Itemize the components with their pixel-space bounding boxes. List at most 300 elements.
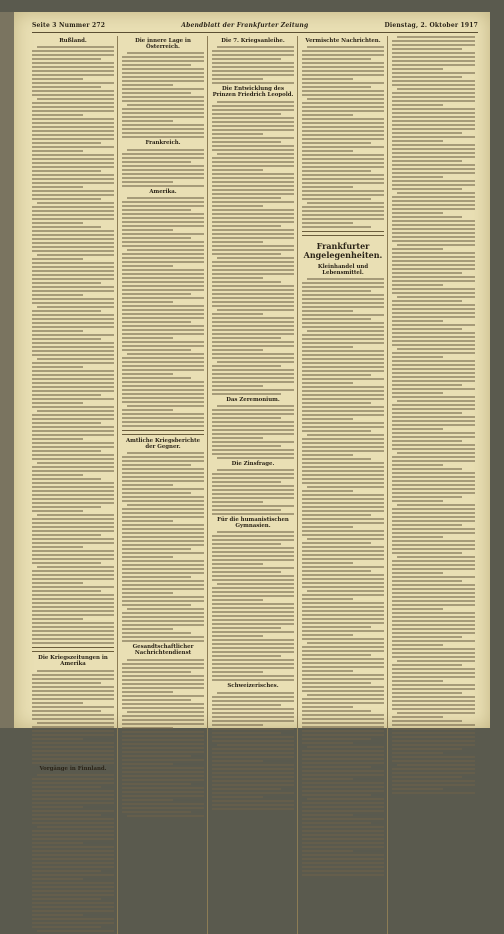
text-line bbox=[392, 68, 443, 70]
headline: Kleinhandel und Lebensmittel. bbox=[317, 263, 369, 276]
text-line bbox=[212, 493, 294, 495]
headline: Schweizerisches. bbox=[227, 683, 279, 690]
text-line bbox=[392, 500, 443, 502]
text-line bbox=[212, 441, 294, 443]
text-line bbox=[302, 422, 384, 424]
text-line bbox=[212, 329, 294, 331]
text-line bbox=[37, 514, 114, 516]
text-line bbox=[392, 128, 475, 130]
text-line bbox=[392, 672, 475, 674]
text-line bbox=[302, 502, 384, 504]
text-line bbox=[212, 477, 294, 479]
article-body bbox=[122, 659, 204, 817]
text-line bbox=[127, 197, 204, 199]
text-line bbox=[212, 539, 294, 541]
text-line bbox=[32, 466, 114, 468]
text-line bbox=[302, 190, 384, 192]
text-line bbox=[122, 357, 204, 359]
text-line bbox=[122, 540, 204, 542]
text-line bbox=[302, 598, 353, 600]
text-line bbox=[392, 260, 475, 262]
text-line bbox=[122, 305, 204, 307]
text-line bbox=[212, 137, 294, 139]
text-line bbox=[32, 82, 114, 84]
text-line bbox=[392, 252, 475, 254]
text-line bbox=[32, 350, 114, 352]
text-line bbox=[122, 516, 204, 518]
text-line bbox=[302, 90, 384, 92]
text-line bbox=[122, 723, 204, 725]
text-line bbox=[217, 309, 294, 311]
headline: Rußland. bbox=[59, 38, 87, 44]
text-line bbox=[32, 226, 101, 228]
text-line bbox=[32, 626, 114, 628]
text-line bbox=[302, 334, 384, 336]
text-line bbox=[122, 257, 204, 259]
text-line bbox=[122, 604, 191, 606]
text-line bbox=[122, 795, 204, 797]
text-line bbox=[302, 386, 384, 388]
text-line bbox=[392, 340, 475, 342]
text-line bbox=[32, 290, 114, 292]
text-line bbox=[32, 922, 114, 924]
text-line bbox=[392, 104, 443, 106]
text-line bbox=[32, 94, 114, 96]
text-line bbox=[392, 140, 443, 142]
text-line bbox=[392, 636, 462, 638]
text-line bbox=[397, 712, 475, 714]
text-line bbox=[212, 551, 294, 553]
text-line bbox=[122, 767, 204, 769]
text-line bbox=[307, 746, 384, 748]
text-line bbox=[392, 328, 462, 330]
text-line bbox=[302, 338, 384, 340]
text-line bbox=[212, 241, 263, 243]
text-line bbox=[32, 814, 101, 816]
text-line bbox=[212, 173, 294, 175]
text-line bbox=[212, 325, 294, 327]
text-line bbox=[32, 862, 114, 864]
text-line bbox=[32, 270, 114, 272]
text-line bbox=[302, 318, 371, 320]
text-line bbox=[122, 377, 191, 379]
text-line bbox=[122, 100, 204, 102]
text-line bbox=[32, 442, 114, 444]
text-line bbox=[122, 564, 204, 566]
text-line bbox=[32, 806, 83, 808]
text-line bbox=[302, 866, 384, 868]
text-line bbox=[212, 197, 281, 199]
text-line bbox=[302, 522, 384, 524]
text-line bbox=[32, 398, 114, 400]
text-line bbox=[392, 216, 462, 218]
text-line bbox=[32, 386, 114, 388]
text-line bbox=[392, 332, 475, 334]
text-line bbox=[212, 58, 281, 60]
text-line bbox=[302, 530, 384, 532]
text-line bbox=[32, 582, 83, 584]
newspaper-page bbox=[14, 12, 490, 772]
text-line bbox=[392, 212, 443, 214]
text-line bbox=[302, 830, 384, 832]
text-line bbox=[392, 496, 462, 498]
text-line bbox=[212, 261, 294, 263]
text-line bbox=[392, 144, 475, 146]
text-line bbox=[392, 772, 475, 774]
text-line bbox=[212, 385, 263, 387]
article-body bbox=[122, 452, 204, 642]
text-line bbox=[302, 870, 384, 872]
text-line bbox=[302, 822, 371, 824]
article-body bbox=[32, 774, 114, 932]
text-line bbox=[122, 88, 204, 90]
text-line bbox=[32, 78, 83, 80]
text-line bbox=[122, 799, 173, 801]
article-body bbox=[32, 670, 114, 764]
text-line bbox=[122, 381, 204, 383]
text-line bbox=[32, 298, 114, 300]
text-line bbox=[122, 739, 204, 741]
text-line bbox=[32, 362, 114, 364]
text-line bbox=[32, 822, 114, 824]
text-line bbox=[392, 516, 475, 518]
text-line bbox=[302, 122, 384, 124]
text-line bbox=[302, 806, 384, 808]
text-line bbox=[392, 644, 443, 646]
text-line bbox=[302, 222, 353, 224]
text-line bbox=[122, 492, 191, 494]
text-line bbox=[212, 619, 294, 621]
text-line bbox=[212, 389, 294, 391]
text-line bbox=[122, 580, 204, 582]
text-line bbox=[212, 485, 294, 487]
text-line bbox=[217, 531, 294, 533]
text-line bbox=[302, 566, 384, 568]
text-line bbox=[397, 504, 475, 506]
text-line bbox=[302, 362, 384, 364]
text-line bbox=[392, 324, 475, 326]
text-line bbox=[122, 393, 204, 395]
text-line bbox=[307, 434, 384, 436]
text-line bbox=[122, 317, 204, 319]
text-line bbox=[302, 162, 384, 164]
text-line bbox=[302, 674, 384, 676]
text-line bbox=[302, 306, 384, 308]
text-line bbox=[212, 269, 294, 271]
text-line bbox=[302, 78, 353, 80]
text-line bbox=[32, 430, 114, 432]
headline: Vermischte Nachrichten. bbox=[305, 38, 381, 44]
text-line bbox=[122, 301, 173, 303]
text-line bbox=[122, 743, 204, 745]
article-body bbox=[212, 692, 294, 810]
text-line bbox=[32, 174, 114, 176]
text-line bbox=[397, 400, 475, 402]
text-line bbox=[302, 378, 384, 380]
text-line bbox=[32, 678, 114, 680]
text-line bbox=[122, 779, 204, 781]
text-line bbox=[32, 570, 114, 572]
text-line bbox=[32, 370, 114, 372]
text-line bbox=[392, 276, 475, 278]
text-line bbox=[32, 698, 114, 700]
text-line bbox=[302, 474, 384, 476]
article-body bbox=[212, 405, 294, 459]
text-line bbox=[32, 926, 101, 928]
headline: Für die humanistischen Gymnasien. bbox=[217, 517, 289, 530]
text-line bbox=[392, 164, 475, 166]
text-line bbox=[122, 253, 204, 255]
text-line bbox=[217, 405, 294, 407]
text-line bbox=[302, 446, 384, 448]
text-line bbox=[212, 181, 294, 183]
text-line bbox=[37, 306, 114, 308]
text-line bbox=[32, 382, 114, 384]
text-line bbox=[32, 258, 83, 260]
text-line bbox=[122, 221, 204, 223]
text-line bbox=[212, 760, 263, 762]
text-line bbox=[32, 406, 114, 408]
text-line bbox=[392, 596, 475, 598]
text-line bbox=[127, 504, 204, 506]
text-line bbox=[212, 772, 294, 774]
text-line bbox=[307, 694, 384, 696]
text-line bbox=[212, 728, 294, 730]
text-line bbox=[302, 658, 384, 660]
text-line bbox=[122, 417, 204, 419]
text-line bbox=[392, 704, 475, 706]
text-line bbox=[122, 309, 204, 311]
text-line bbox=[392, 792, 475, 794]
text-line bbox=[302, 810, 384, 812]
text-line bbox=[212, 675, 294, 677]
text-line bbox=[392, 740, 475, 742]
text-line bbox=[212, 627, 281, 629]
text-line bbox=[302, 706, 353, 708]
text-line bbox=[122, 325, 204, 327]
text-line bbox=[37, 930, 114, 932]
text-line bbox=[397, 296, 475, 298]
text-line bbox=[32, 710, 101, 712]
text-line bbox=[302, 650, 384, 652]
text-line bbox=[122, 783, 191, 785]
text-line bbox=[212, 748, 294, 750]
text-line bbox=[392, 160, 462, 162]
text-line bbox=[212, 679, 294, 681]
text-line bbox=[302, 282, 384, 284]
text-line bbox=[32, 218, 114, 220]
text-line bbox=[392, 264, 475, 266]
text-line bbox=[122, 333, 204, 335]
text-line bbox=[37, 254, 114, 256]
text-line bbox=[122, 120, 173, 122]
text-line bbox=[122, 512, 204, 514]
text-line bbox=[32, 702, 83, 704]
article-body bbox=[302, 278, 384, 876]
text-line bbox=[212, 425, 294, 427]
text-line bbox=[302, 354, 384, 356]
text-line bbox=[32, 58, 101, 60]
text-line bbox=[302, 194, 384, 196]
text-line bbox=[122, 313, 204, 315]
text-line bbox=[392, 616, 475, 618]
text-line bbox=[32, 346, 114, 348]
text-line bbox=[32, 322, 114, 324]
text-line bbox=[302, 450, 384, 452]
text-line bbox=[32, 886, 114, 888]
text-line bbox=[122, 136, 204, 138]
text-line bbox=[392, 120, 475, 122]
text-line bbox=[302, 750, 384, 752]
text-line bbox=[212, 712, 294, 714]
text-line bbox=[212, 321, 294, 323]
text-line bbox=[302, 510, 384, 512]
text-line bbox=[32, 182, 114, 184]
text-line bbox=[122, 261, 204, 263]
text-line bbox=[392, 388, 475, 390]
text-line bbox=[212, 696, 294, 698]
text-line bbox=[32, 578, 114, 580]
text-line bbox=[302, 698, 384, 700]
text-line bbox=[122, 337, 173, 339]
text-line bbox=[122, 165, 204, 167]
text-line bbox=[302, 814, 353, 816]
text-line bbox=[307, 278, 384, 280]
text-line bbox=[122, 496, 204, 498]
text-line bbox=[32, 590, 101, 592]
text-line bbox=[302, 714, 384, 716]
column-3 bbox=[212, 36, 298, 934]
text-line bbox=[122, 80, 204, 82]
text-line bbox=[302, 214, 384, 216]
text-line bbox=[212, 337, 281, 339]
text-line bbox=[302, 606, 384, 608]
text-line bbox=[122, 596, 204, 598]
text-line bbox=[302, 454, 353, 456]
text-line bbox=[212, 732, 281, 734]
text-line bbox=[392, 656, 475, 658]
text-line bbox=[392, 716, 443, 718]
text-line bbox=[32, 154, 114, 156]
text-line bbox=[32, 250, 114, 252]
text-line bbox=[392, 416, 475, 418]
text-line bbox=[32, 278, 114, 280]
text-line bbox=[212, 788, 281, 790]
text-line bbox=[212, 535, 294, 537]
text-line bbox=[122, 616, 204, 618]
text-line bbox=[302, 678, 384, 680]
text-line bbox=[392, 588, 475, 590]
text-line bbox=[32, 366, 83, 368]
text-line bbox=[212, 345, 294, 347]
text-line bbox=[122, 632, 191, 634]
text-line bbox=[392, 272, 462, 274]
text-line bbox=[392, 352, 475, 354]
text-line bbox=[32, 482, 114, 484]
text-line bbox=[212, 50, 294, 52]
text-line bbox=[32, 918, 114, 920]
text-line bbox=[32, 898, 101, 900]
text-line bbox=[32, 726, 114, 728]
text-line bbox=[212, 341, 294, 343]
text-line bbox=[122, 64, 191, 66]
text-line bbox=[302, 126, 384, 128]
text-line bbox=[212, 54, 294, 56]
text-line bbox=[392, 156, 475, 158]
text-line bbox=[32, 286, 114, 288]
text-line bbox=[212, 647, 294, 649]
text-line bbox=[212, 305, 294, 307]
text-line bbox=[392, 580, 462, 582]
text-line bbox=[212, 245, 294, 247]
text-line bbox=[302, 442, 384, 444]
text-line bbox=[32, 750, 114, 752]
text-line bbox=[122, 488, 204, 490]
page-number: Seite 3 Nummer 272 bbox=[32, 21, 106, 29]
text-line bbox=[32, 486, 114, 488]
text-line bbox=[392, 256, 475, 258]
text-line bbox=[212, 591, 294, 593]
text-line bbox=[32, 402, 83, 404]
text-line bbox=[212, 768, 294, 770]
text-line bbox=[32, 282, 101, 284]
text-line bbox=[32, 730, 114, 732]
text-line bbox=[212, 736, 294, 738]
text-line bbox=[32, 242, 114, 244]
text-line bbox=[302, 302, 384, 304]
text-line bbox=[302, 782, 384, 784]
headline: Gesandtschaftlicher Nachrichtendienst bbox=[132, 644, 194, 657]
text-line bbox=[122, 293, 191, 295]
text-line bbox=[392, 484, 475, 486]
text-line bbox=[302, 730, 384, 732]
text-line bbox=[32, 502, 114, 504]
text-line bbox=[122, 683, 204, 685]
article-body bbox=[302, 46, 384, 228]
text-line bbox=[302, 114, 353, 116]
text-line bbox=[212, 225, 281, 227]
text-line bbox=[122, 556, 173, 558]
text-line bbox=[302, 818, 384, 820]
text-line bbox=[392, 248, 443, 250]
text-line bbox=[32, 618, 83, 620]
text-line bbox=[302, 402, 371, 404]
text-line bbox=[212, 297, 294, 299]
text-line bbox=[302, 70, 384, 72]
text-line bbox=[397, 88, 475, 90]
text-line bbox=[212, 764, 294, 766]
text-line bbox=[122, 472, 204, 474]
text-line bbox=[122, 60, 204, 62]
headline: Das Zeremonium. bbox=[226, 396, 280, 403]
text-line bbox=[122, 628, 173, 630]
text-line bbox=[392, 648, 475, 650]
text-line bbox=[212, 74, 294, 76]
text-line bbox=[392, 372, 475, 374]
text-line bbox=[32, 682, 101, 684]
text-line bbox=[37, 774, 114, 776]
text-line bbox=[302, 578, 384, 580]
text-line bbox=[32, 534, 101, 536]
text-line bbox=[392, 524, 462, 526]
text-line bbox=[392, 376, 475, 378]
text-line bbox=[212, 429, 294, 431]
text-line bbox=[212, 133, 263, 135]
text-line bbox=[32, 122, 114, 124]
text-line bbox=[392, 568, 475, 570]
text-line bbox=[307, 486, 384, 488]
text-line bbox=[392, 752, 443, 754]
